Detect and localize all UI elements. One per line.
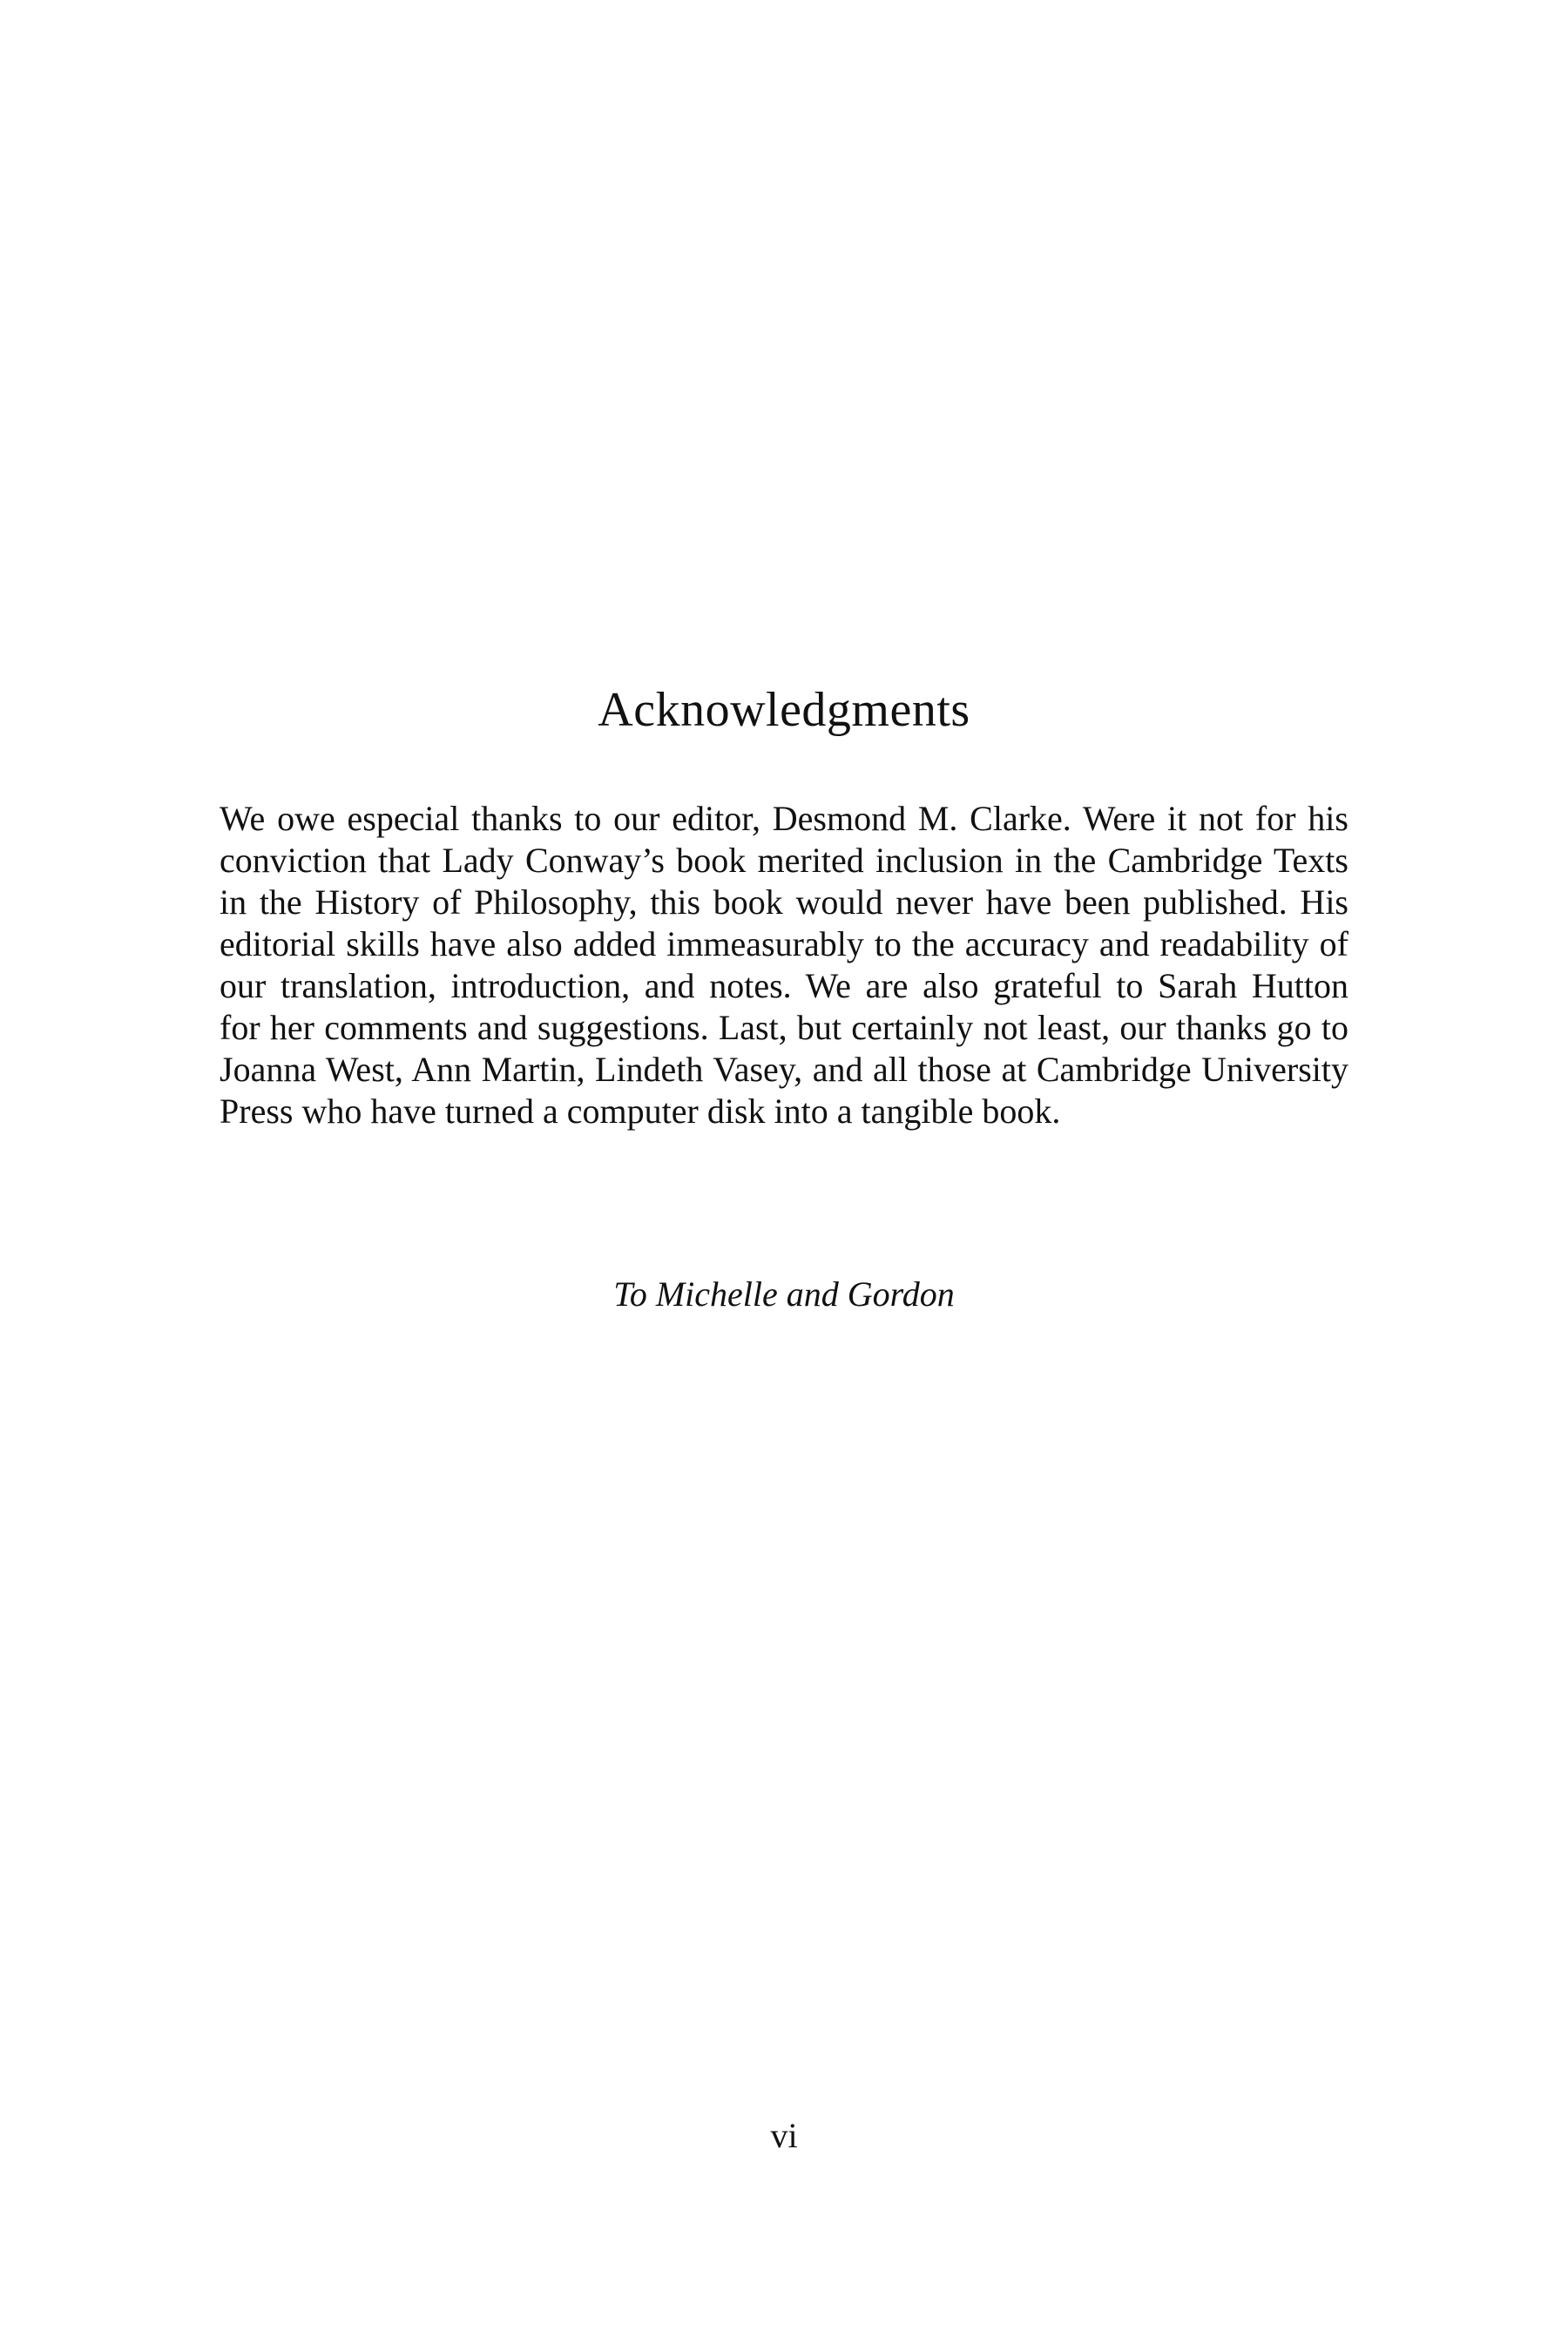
page-heading: Acknowledgments <box>598 683 970 737</box>
paragraph-line: our translation, introduction, and notes. We are also grateful to Sarah Hutton <box>220 966 1348 1005</box>
paragraph-line: in the History of Philosophy, this book would never have been published. His <box>220 882 1348 922</box>
paragraph-line: Joanna West, Ann Martin, Lindeth Vasey, and all those at Cambridge University <box>220 1050 1348 1089</box>
paragraph-line: conviction that Lady Conway’s book merited inclusion in the Cambridge Texts <box>220 841 1348 880</box>
dedication: To Michelle and Gordon <box>613 1274 955 1314</box>
paragraph-line: We owe especial thanks to our editor, Desmond M. Clarke. Were it not for his <box>220 799 1348 838</box>
paragraph-line: for her comments and suggestions. Last, but certainly not least, our thanks go to <box>220 1008 1348 1047</box>
acknowledgments-paragraph <box>220 798 1348 1132</box>
paragraph-line: Press who have turned a computer disk into a tangible book. <box>220 1092 1061 1131</box>
page-number: vi <box>770 2116 798 2155</box>
paragraph-line: editorial skills have also added immeasurably to the accuracy and readability of <box>220 924 1348 963</box>
